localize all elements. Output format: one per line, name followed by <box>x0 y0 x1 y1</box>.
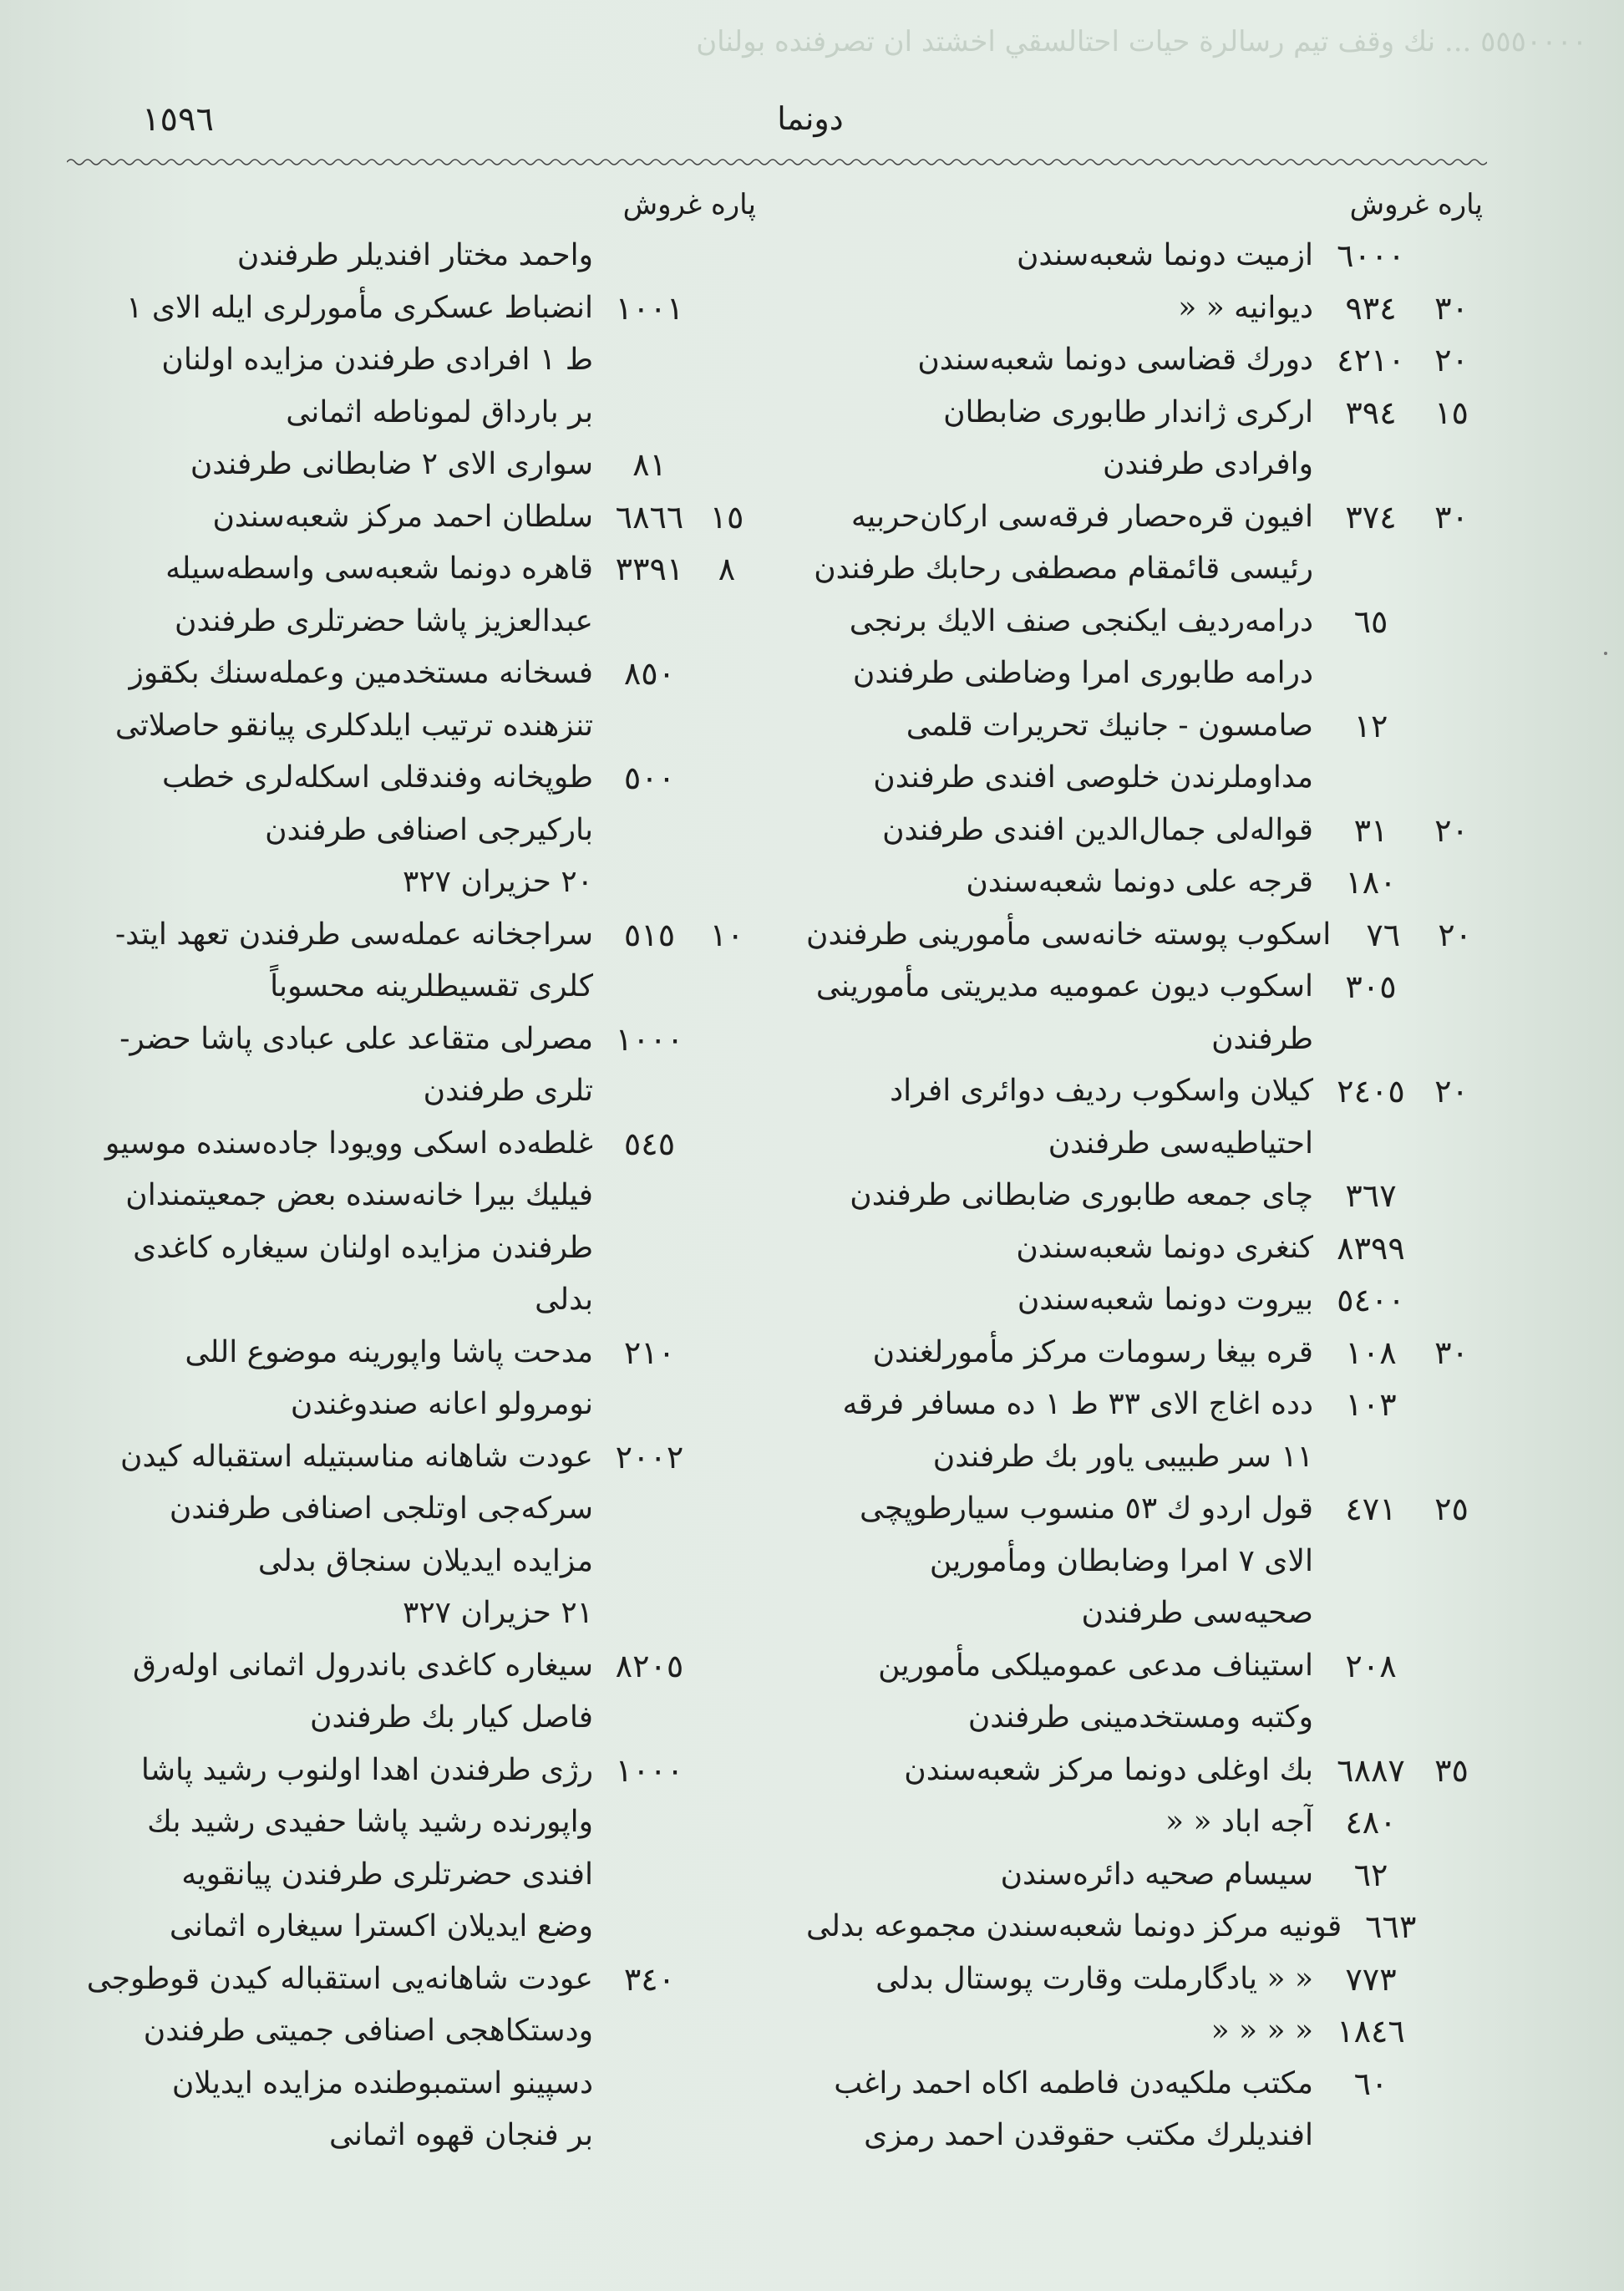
description-line: فسخانه مستخدمين وعمله‌سنك بكقوز <box>129 656 593 690</box>
description-line: درامه‌رديف ايكنجى صنف الايك برنجى <box>849 603 1313 638</box>
entry-description <box>806 282 1322 335</box>
para-value <box>1420 1953 1483 2006</box>
entry-description <box>806 1745 1322 1797</box>
running-head: دونما <box>777 100 844 137</box>
entry-description <box>84 1745 601 1953</box>
para-value: ٣٠ <box>1434 498 1469 536</box>
amount-value: ٦٦٣ <box>1365 1908 1417 1945</box>
entry-description <box>806 1379 1322 1483</box>
entry-description <box>806 856 1322 909</box>
para-value <box>698 439 756 491</box>
para-value <box>1420 961 1483 1013</box>
para-value <box>698 1745 756 1797</box>
entry-description <box>806 230 1322 282</box>
description-line: واپورنده رشيد پاشا حفيدى رشيد بك <box>147 1805 593 1839</box>
ledger-entry <box>806 230 1483 282</box>
description-line: مدحت پاشا واپورينه موضوع اللى <box>185 1334 593 1369</box>
description-line: غلطه‌ده اسكى وويودا جاده‌سنده موسيو <box>104 1125 593 1161</box>
description-line: انضباط عسكرى مأمورلرى ايله الاى ١ <box>126 290 593 325</box>
para-value <box>1420 1274 1483 1327</box>
entry-description <box>806 1222 1322 1275</box>
amount-value: ٥٠٠ <box>623 759 676 796</box>
description-line: قونيه مركز دونما شعبه‌سندن مجموعه بدلى <box>806 1909 1342 1943</box>
description-line: آجه اباد « « <box>1165 1805 1313 1839</box>
ledger-entry <box>84 648 756 752</box>
ledger-entry <box>806 961 1483 1065</box>
para-value <box>698 1431 756 1484</box>
description-line: درامه طابورى امرا وضاطنى طرفندن <box>852 656 1313 690</box>
amount-value: ١٠٠٠ <box>615 1020 684 1058</box>
para-value: ٣٠ <box>1434 289 1469 327</box>
amount-value: ٣٧٤ <box>1345 498 1397 536</box>
para-value: ١٥ <box>709 498 744 536</box>
entry-description <box>806 596 1322 700</box>
entry-description <box>806 1953 1322 2006</box>
entry-description <box>806 491 1322 596</box>
description-line: قواله‌لى جمال‌الدين افندى طرفندن <box>882 812 1313 847</box>
amount-value: ٣٠٥ <box>1345 968 1397 1005</box>
para-value: ١٠ <box>709 916 744 953</box>
amount-value: ١٠٨ <box>1345 1333 1397 1371</box>
amount-value: ٢٠٠٢ <box>615 1438 684 1476</box>
description-line: كلرى تقسيطلرينه محسوباً <box>270 969 593 1003</box>
description-line: ازميت دونما شعبه‌سندن <box>1016 238 1313 272</box>
entry-description <box>84 752 601 909</box>
description-line: كنغرى دونما شعبه‌سندن <box>1016 1230 1313 1265</box>
description-line: سراجخانه عمله‌سى طرفندن تعهد ايتد- <box>114 917 593 952</box>
description-line: استيناف مدعى عموميلكى مأمورين <box>878 1648 1313 1683</box>
ledger-entry <box>806 1379 1483 1483</box>
entry-description <box>806 1065 1322 1170</box>
para-value <box>698 230 756 282</box>
description-line: سوارى الاى ٢ ضابطانى طرفندن <box>190 447 593 481</box>
para-value <box>1420 596 1483 648</box>
amount-value: ١٠٠٠ <box>615 1751 684 1789</box>
amount-value <box>601 230 698 282</box>
amount-value: ٤٢١٠ <box>1337 342 1405 378</box>
description-line: سلطان احمد مركز شعبه‌سندن <box>212 499 593 534</box>
entry-description <box>806 805 1322 857</box>
description-line: طرفندن مزايده اولنان سيغاره كاغدى <box>133 1230 593 1265</box>
para-value <box>1420 1849 1483 1902</box>
para-value <box>698 752 756 805</box>
entry-description <box>806 1849 1322 1902</box>
description-line: بر بارداق لموناطه اثمانى <box>286 394 593 429</box>
description-line: نومرولو اعانه صندوغندن <box>290 1387 593 1421</box>
para-value: ٢٠ <box>1434 342 1469 378</box>
description-line: ط ١ افرادى طرفندن مزايده اولنان <box>161 343 593 377</box>
amount-value: ٩٣٤ <box>1345 289 1397 327</box>
amount-value: ٨١ <box>632 446 667 483</box>
entry-description <box>84 1013 601 1118</box>
ledger-entry <box>84 282 756 439</box>
amount-value: ٢١٠ <box>623 1333 676 1371</box>
right-column <box>806 180 1483 2162</box>
wavy-rule <box>67 157 1487 167</box>
description-line: دسپينو استمبوطنده مزايده ايديلان <box>171 2065 593 2101</box>
description-line: افنديلرك مكتب حقوقدن احمد رمزى <box>864 2118 1313 2152</box>
ledger-entry <box>84 1640 756 1745</box>
ledger-entry <box>84 439 756 491</box>
entry-description <box>84 1953 601 2162</box>
ledger-entry <box>84 1431 756 1640</box>
description-line: واحمد مختار افنديلر طرفندن <box>236 238 593 272</box>
description-line: افيون قره‌حصار فرقه‌سى اركان‌حربيه <box>850 499 1313 534</box>
description-line: تلرى طرفندن <box>423 1074 593 1108</box>
amount-value: ٥٤٠٠ <box>1337 1282 1405 1318</box>
description-line: سيسام صحيه دائره‌سندن <box>1000 1857 1313 1892</box>
entry-description <box>84 439 601 491</box>
para-value: ٢٠ <box>1434 811 1469 849</box>
entry-description <box>84 543 601 648</box>
page-header <box>125 100 1495 150</box>
entry-description <box>806 700 1322 805</box>
ledger-entry <box>806 2005 1483 2058</box>
description-line: دورك قضاسى دونما شعبه‌سندن <box>917 343 1313 377</box>
amount-value: ٣١ <box>1353 811 1388 849</box>
entry-description <box>84 230 601 282</box>
column-header: پاره غروش <box>622 188 756 221</box>
para-value: ٣٥ <box>1434 1751 1469 1789</box>
description-line: مزايده ايديلان سنجاق بدلى <box>257 1543 593 1578</box>
para-value <box>1431 1901 1483 1953</box>
ledger-entry <box>806 909 1483 962</box>
entry-description <box>806 2005 1322 2058</box>
amount-value: ١٠٠١ <box>615 289 684 327</box>
description-line: چاى جمعه طابورى ضابطانى طرفندن <box>850 1178 1313 1212</box>
description-line: عودت شاهانه‌يى استقباله كيدن قوطوجى <box>86 1961 593 1996</box>
amount-value: ٨٢٠٥ <box>615 1647 684 1684</box>
amount-value: ٢٤٠٥ <box>1337 1073 1405 1110</box>
ledger-entry <box>84 1953 756 2162</box>
entry-description <box>84 282 601 439</box>
entry-description <box>84 1431 601 1640</box>
entry-description <box>84 491 601 544</box>
ledger-entry <box>806 334 1483 387</box>
ledger-entry <box>84 491 756 544</box>
margin-mark <box>1604 652 1607 655</box>
ledger-entry <box>806 1274 1483 1327</box>
para-value <box>1420 2058 1483 2111</box>
amount-value: ١٨٠ <box>1345 864 1397 901</box>
description-line: بدلى <box>535 1283 593 1317</box>
entry-description <box>806 1327 1322 1379</box>
para-value <box>1420 1379 1483 1431</box>
amount-value: ١٨٤٦ <box>1337 2013 1405 2050</box>
ledger-entry <box>84 1013 756 1118</box>
ledger-entry <box>806 805 1483 857</box>
entry-description <box>806 1274 1322 1327</box>
ledger-entry <box>84 1118 756 1327</box>
amount-value: ٣٦٧ <box>1345 1177 1397 1214</box>
description-line: احتياطيه‌سى طرفندن <box>1048 1125 1313 1161</box>
amount-value: ٣٩٤ <box>1345 394 1397 431</box>
amount-value: ٢٠٨ <box>1345 1647 1397 1684</box>
entry-description <box>806 961 1322 1065</box>
ledger-entry <box>806 1745 1483 1797</box>
amount-value: ٦٨٦٦ <box>615 498 684 536</box>
ledger-entry <box>806 1953 1483 2006</box>
amount-value: ٦٢ <box>1353 1856 1388 1893</box>
para-value <box>1420 1222 1483 1275</box>
para-value <box>1420 230 1483 282</box>
para-value: ٣٠ <box>1434 1333 1469 1371</box>
para-value <box>1420 856 1483 909</box>
entry-description <box>806 1640 1322 1745</box>
description-line: صحيه‌سى طرفندن <box>1081 1596 1313 1630</box>
ledger-entry <box>806 700 1483 805</box>
description-line: ٢١ حزيران ٣٢٧ <box>402 1596 593 1630</box>
ledger-entry <box>806 1640 1483 1745</box>
amount-value: ٧٦ <box>1366 916 1401 953</box>
description-line: رژى طرفندن اهدا اولنوب رشيد پاشا <box>140 1752 593 1787</box>
description-line: صامسون - جانيك تحريرات قلمى <box>906 708 1313 743</box>
ledger-entry <box>806 387 1483 491</box>
entry-description <box>806 387 1322 491</box>
description-line: وافرادى طرفندن <box>1102 447 1313 481</box>
para-value <box>698 1640 756 1693</box>
description-line: دده اغاج الاى ٣٣ ط ١ ده مسافر فرقه <box>842 1387 1313 1421</box>
description-line: مصرلى متقاعد على عبادى پاشا حضر- <box>119 1021 593 1056</box>
entry-description <box>806 909 1339 962</box>
description-line: رئيسى قائمقام مصطفى رحابك طرفندن <box>814 551 1313 586</box>
entry-list <box>806 230 1483 2162</box>
ledger-entry <box>806 1170 1483 1222</box>
amount-value: ١٢ <box>1353 707 1388 744</box>
amount-value: ١٠٣ <box>1345 1386 1397 1423</box>
ledger-entry <box>806 282 1483 335</box>
entry-description <box>84 648 601 752</box>
description-line: اركرى ژاندار طابورى ضابطان <box>943 394 1313 429</box>
amount-value: ٦٠٠٠ <box>1337 237 1405 274</box>
left-column <box>84 180 756 2162</box>
description-line: كيلان واسكوب رديف دوائرى افراد <box>890 1074 1313 1108</box>
entry-description <box>806 2058 1322 2162</box>
description-line: بيروت دونما شعبه‌سندن <box>1017 1283 1313 1317</box>
ledger-entry <box>806 1327 1483 1379</box>
entry-description <box>84 1327 601 1431</box>
ledger-entry <box>806 1901 1483 1953</box>
description-line: عبدالعزيز پاشا حضرتلرى طرفندن <box>174 603 593 638</box>
amount-value: ٤٧١ <box>1345 1491 1397 1527</box>
para-value: ٢٠ <box>1438 916 1473 953</box>
description-line: سيغاره كاغدى باندرول اثمانى اوله‌رق <box>132 1648 593 1683</box>
para-value <box>698 282 756 335</box>
entry-description <box>806 1483 1322 1640</box>
description-line: قاهره دونما شعبه‌سى واسطه‌سيله <box>165 551 593 586</box>
para-value <box>1420 1796 1483 1849</box>
description-line: بر فنجان قهوه اثمانى <box>328 2118 593 2152</box>
entry-description <box>84 1640 601 1745</box>
ledger-entry <box>806 596 1483 700</box>
description-line: اسكوب پوسته خانه‌سى مأمورينى طرفندن <box>806 917 1332 952</box>
entry-description <box>806 334 1322 387</box>
bleed-through-text: ٥٥٥٠٠٠٠ ... نك وقف تيم رسالرة حيات احتالسقي اخشتد ان تصرفنده بولنان <box>696 25 1587 58</box>
para-value <box>698 1118 756 1171</box>
description-line: اسكوب ديون عموميه مديريتى مأمورينى <box>815 969 1313 1003</box>
amount-value: ٣٣٩١ <box>615 551 684 587</box>
ledger-entry <box>806 1222 1483 1275</box>
description-line: بك اوغلى دونما مركز شعبه‌سندن <box>904 1752 1313 1787</box>
ledger-entry <box>806 1849 1483 1902</box>
description-line: ١١ سر طبيبى ياور بك طرفندن <box>932 1439 1313 1474</box>
ledger-entry <box>806 1483 1483 1640</box>
para-value: ٢٥ <box>1434 1491 1469 1527</box>
para-value <box>698 1327 756 1379</box>
description-line: سركه‌جى اوتلجى اصنافى طرفندن <box>169 1491 593 1526</box>
para-value: ٢٠ <box>1434 1073 1469 1110</box>
ledger-entry <box>806 856 1483 909</box>
amount-value: ٦٥ <box>1353 602 1388 640</box>
description-line: مكتب ملكيه‌دن فاطمه اكاه احمد راغب <box>834 2065 1313 2101</box>
description-line: طوپخانه وفندقلى اسكله‌لرى خطب <box>161 760 593 795</box>
ledger-entry <box>84 230 756 282</box>
description-line: عودت شاهانه مناسبتيله استقباله كيدن <box>120 1439 593 1474</box>
entry-description <box>806 1796 1322 1849</box>
para-value <box>1420 700 1483 753</box>
para-value <box>1420 2005 1483 2058</box>
description-line: ودستكاهجى اصنافى جميتى طرفندن <box>143 2014 593 2048</box>
column-header: پاره غروش <box>1349 188 1483 221</box>
amount-value: ٧٧٣ <box>1345 1960 1397 1998</box>
ledger-entry <box>84 909 756 1013</box>
description-line: فيليك بيرا خانه‌سنده بعض جمعيتمندان <box>125 1178 593 1212</box>
description-line: مداوملرندن خلوصى افندى طرفندن <box>873 760 1313 795</box>
ledger-entry <box>806 1796 1483 1849</box>
ledger-entry <box>84 752 756 909</box>
ledger-entry <box>84 1745 756 1953</box>
description-line: ديوانيه « « <box>1178 290 1313 325</box>
entry-list <box>84 230 756 2162</box>
para-value: ٨ <box>718 551 736 587</box>
para-value <box>698 648 756 700</box>
description-line: فاصل كيار بك طرفندن <box>310 1700 593 1735</box>
description-line: باركيرجى اصنافى طرفندن <box>265 812 593 847</box>
description-line: قرجه على دونما شعبه‌سندن <box>966 865 1313 899</box>
para-value <box>1420 1640 1483 1693</box>
description-line: طرفندن <box>1211 1021 1313 1056</box>
amount-value: ٥٤٥ <box>623 1125 676 1162</box>
description-line: تنزهنده ترتيب ايلدكلرى پيانقو حاصلاتى <box>114 708 593 743</box>
ledger-entry <box>806 2058 1483 2162</box>
amount-value: ٨٣٩٩ <box>1337 1229 1405 1267</box>
para-value: ١٥ <box>1434 394 1469 431</box>
description-line: قره بيغا رسومات مركز مأمورلغندن <box>872 1334 1313 1369</box>
description-line: وضع ايديلان اكسترا سيغاره اثمانى <box>169 1909 593 1943</box>
ledger-entry <box>84 543 756 648</box>
amount-value: ٦٨٨٧ <box>1337 1751 1405 1789</box>
entry-description <box>84 909 601 1013</box>
ledger-entry <box>806 1065 1483 1170</box>
entry-description <box>806 1170 1322 1222</box>
description-line: قول اردو ك ٥٣ منسوب سيارطوپچى <box>860 1491 1313 1526</box>
ledger-entry <box>84 1327 756 1431</box>
description-line: ٢٠ حزيران ٣٢٧ <box>402 865 593 899</box>
description-line: الاى ٧ امرا وضابطان ومأمورين <box>929 1543 1313 1578</box>
page-number: ١٥٩٦ <box>142 100 214 139</box>
amount-value: ٤٨٠ <box>1345 1804 1397 1841</box>
amount-value: ٨٥٠ <box>623 655 676 692</box>
amount-value: ٦٠ <box>1353 2065 1388 2102</box>
description-line: وكتبه ومستخدمينى طرفندن <box>967 1700 1313 1735</box>
entry-description <box>806 1901 1350 1953</box>
ledger-entry <box>806 491 1483 596</box>
entry-description <box>84 1118 601 1327</box>
amount-value: ٥١٥ <box>623 916 676 953</box>
description-line: « « « « <box>1210 2014 1313 2048</box>
description-line: « « يادگارملت وقارت پوستال بدلى <box>875 1961 1313 1996</box>
para-value <box>698 1013 756 1066</box>
para-value <box>1420 1170 1483 1222</box>
description-line: افندى حضرتلرى طرفندن پيانقويه <box>181 1857 593 1892</box>
para-value <box>698 1953 756 2006</box>
amount-value: ٣٤٠ <box>623 1960 676 1998</box>
